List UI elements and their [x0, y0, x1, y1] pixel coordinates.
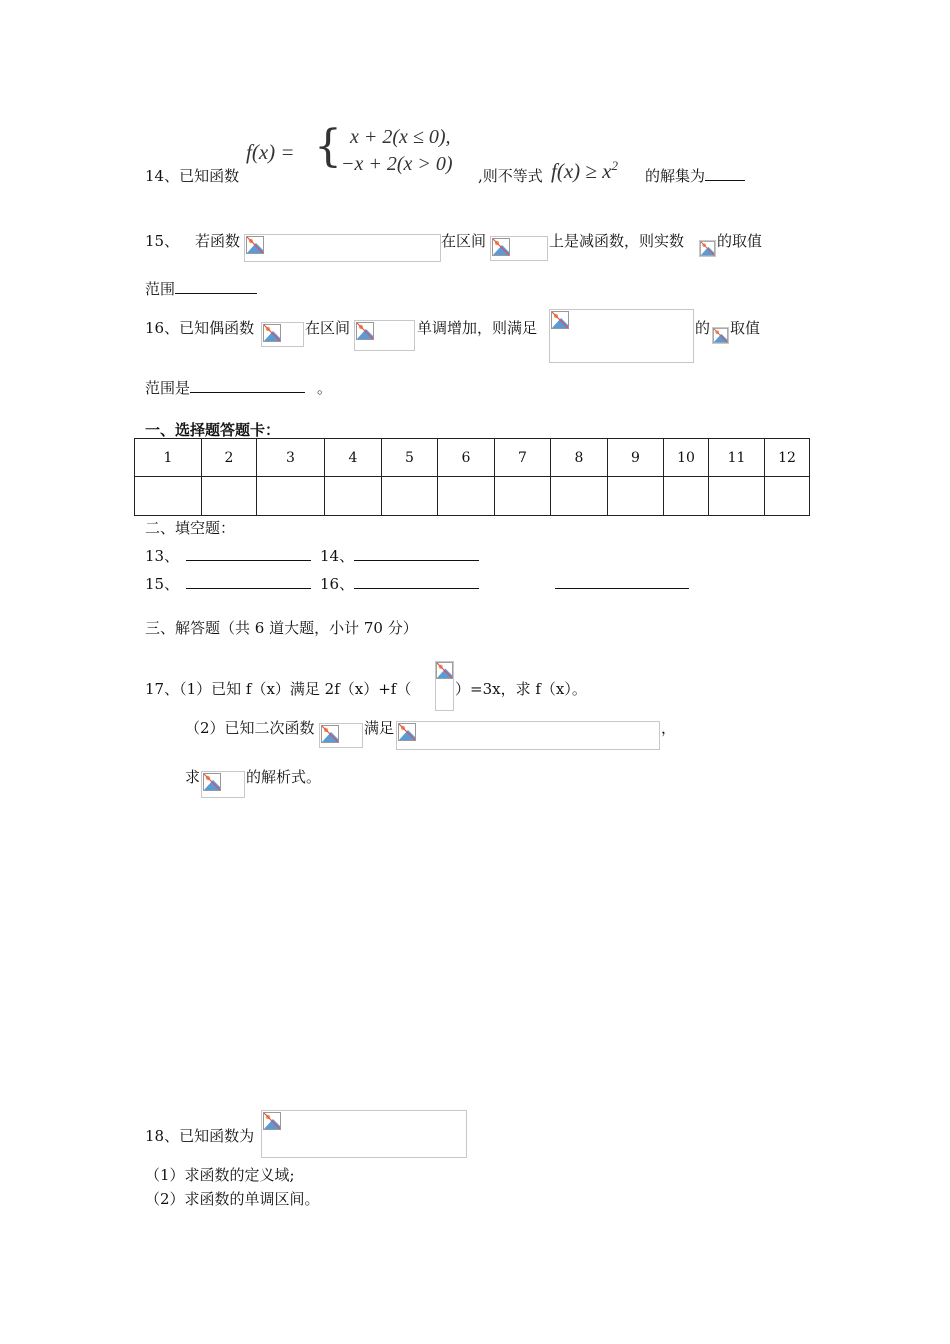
q15-t1: 若函数 — [195, 232, 241, 250]
fill-16-blank[interactable] — [354, 574, 479, 589]
answer-card-header: 5 — [382, 439, 438, 477]
fill-13-blank[interactable] — [186, 546, 311, 561]
broken-image-icon — [551, 311, 569, 329]
q16-line2: 范围是 。 — [145, 379, 333, 397]
q16-t4: 的 — [695, 319, 711, 337]
q17-p3a: 求 — [185, 768, 201, 786]
q16-function-image — [261, 322, 304, 347]
fill-extra-blank[interactable] — [555, 574, 689, 589]
q18-t1: 18、已知函数为 — [145, 1127, 255, 1145]
answer-card-header: 12 — [765, 439, 810, 477]
answer-cell[interactable] — [495, 477, 551, 516]
q16-condition-image — [549, 309, 694, 363]
broken-image-icon — [492, 238, 510, 256]
q14-case2: −x + 2(x > 0) — [341, 153, 453, 175]
q17-p3b: 的解析式。 — [246, 768, 322, 786]
fill-15-blank[interactable] — [186, 574, 311, 589]
answer-card-table — [134, 438, 810, 516]
q17-p2a: （2）已知二次函数 — [185, 719, 315, 737]
q14-brace: { — [314, 121, 342, 172]
answer-cell[interactable] — [709, 477, 765, 516]
q16-t1: 16、已知偶函数 — [145, 319, 255, 337]
section2-title: 二、填空题： — [145, 519, 236, 537]
q17-quadratic-image — [319, 723, 363, 748]
answer-cell[interactable] — [257, 477, 325, 516]
answer-card-header-row — [135, 439, 810, 477]
broken-image-icon — [321, 725, 339, 743]
q14-fx: f(x) = — [246, 140, 295, 164]
q15-answer-blank — [175, 279, 257, 294]
answer-cell[interactable] — [765, 477, 810, 516]
q14-answer-blank — [705, 166, 745, 181]
broken-image-icon — [263, 1112, 281, 1130]
answer-cell[interactable] — [551, 477, 608, 516]
broken-image-icon — [713, 328, 728, 343]
answer-cell[interactable] — [202, 477, 257, 516]
q16-t2: 在区间 — [305, 319, 351, 337]
answer-card-header: 2 — [202, 439, 257, 477]
broken-image-icon — [436, 662, 453, 679]
q16-t3: 单调增加，则满足 — [417, 319, 538, 337]
q17-p2b: 满足 — [364, 719, 395, 737]
fill-14-label: 14、 — [320, 547, 355, 565]
q15-num: 15、 — [145, 232, 180, 250]
q15-t2: 在区间 — [441, 232, 487, 250]
q15-t3: 上是减函数，则实数 — [549, 232, 685, 250]
q17-p1b: ）=3x，求 f（x）。 — [455, 680, 587, 698]
answer-card-header: 1 — [135, 439, 202, 477]
q15-a-image — [699, 240, 716, 257]
q14-ineq: $f(x) \ge x^2$ — [551, 158, 618, 183]
q16-x-image — [712, 327, 729, 344]
q15-line2: 范围 — [145, 278, 257, 299]
section3-title: 三、解答题（共 6 道大题，小计 70 分） — [145, 619, 418, 637]
answer-card-header: 11 — [709, 439, 765, 477]
answer-cell[interactable] — [135, 477, 202, 516]
q18-function-image — [261, 1110, 467, 1158]
answer-card-header: 8 — [551, 439, 608, 477]
broken-image-icon — [700, 241, 715, 256]
broken-image-icon — [398, 723, 416, 741]
answer-cell[interactable] — [664, 477, 709, 516]
q16-answer-blank — [190, 378, 305, 393]
q16-t5: 取值 — [730, 319, 761, 337]
answer-cell[interactable] — [325, 477, 382, 516]
answer-card-answer-row — [135, 477, 810, 516]
fill-14-blank[interactable] — [354, 546, 479, 561]
answer-cell[interactable] — [608, 477, 664, 516]
q14-prefix: 14、已知函数 — [145, 167, 240, 185]
q14-case1: x + 2(x ≤ 0), — [350, 126, 451, 148]
broken-image-icon — [263, 324, 281, 342]
q17-condition-image — [396, 721, 660, 750]
q18-sub2: （2）求函数的单调区间。 — [145, 1190, 320, 1208]
q17-p2c: ， — [661, 719, 677, 737]
answer-card-header: 4 — [325, 439, 382, 477]
broken-image-icon — [203, 773, 221, 791]
answer-card-header: 6 — [438, 439, 495, 477]
answer-cell[interactable] — [382, 477, 438, 516]
q15-t4: 的取值 — [717, 232, 763, 250]
broken-image-icon — [356, 322, 374, 340]
fill-16-label: 16、 — [320, 575, 355, 593]
answer-card-header: 7 — [495, 439, 551, 477]
q17-fx-image — [201, 771, 245, 798]
broken-image-icon — [246, 236, 264, 254]
answer-card-header: 9 — [608, 439, 664, 477]
answer-card-header: 10 — [664, 439, 709, 477]
q15-function-image — [244, 234, 441, 262]
fill-13-label: 13、 — [145, 547, 180, 565]
q17-p1a: 17、（1）已知 f（x）满足 2f（x）+f（ — [145, 680, 412, 698]
fill-15-label: 15、 — [145, 575, 180, 593]
q15-interval-image — [490, 236, 548, 261]
q14-suffix: 的解集为 — [645, 165, 745, 186]
q18-sub1: （1）求函数的定义域; — [145, 1166, 295, 1184]
section1-title: 一、选择题答题卡： — [145, 421, 281, 439]
q17-fraction-image — [435, 661, 454, 711]
answer-card-header: 3 — [257, 439, 325, 477]
q14-mid: ,则不等式 — [478, 167, 543, 185]
answer-cell[interactable] — [438, 477, 495, 516]
q16-interval-image — [354, 320, 415, 351]
